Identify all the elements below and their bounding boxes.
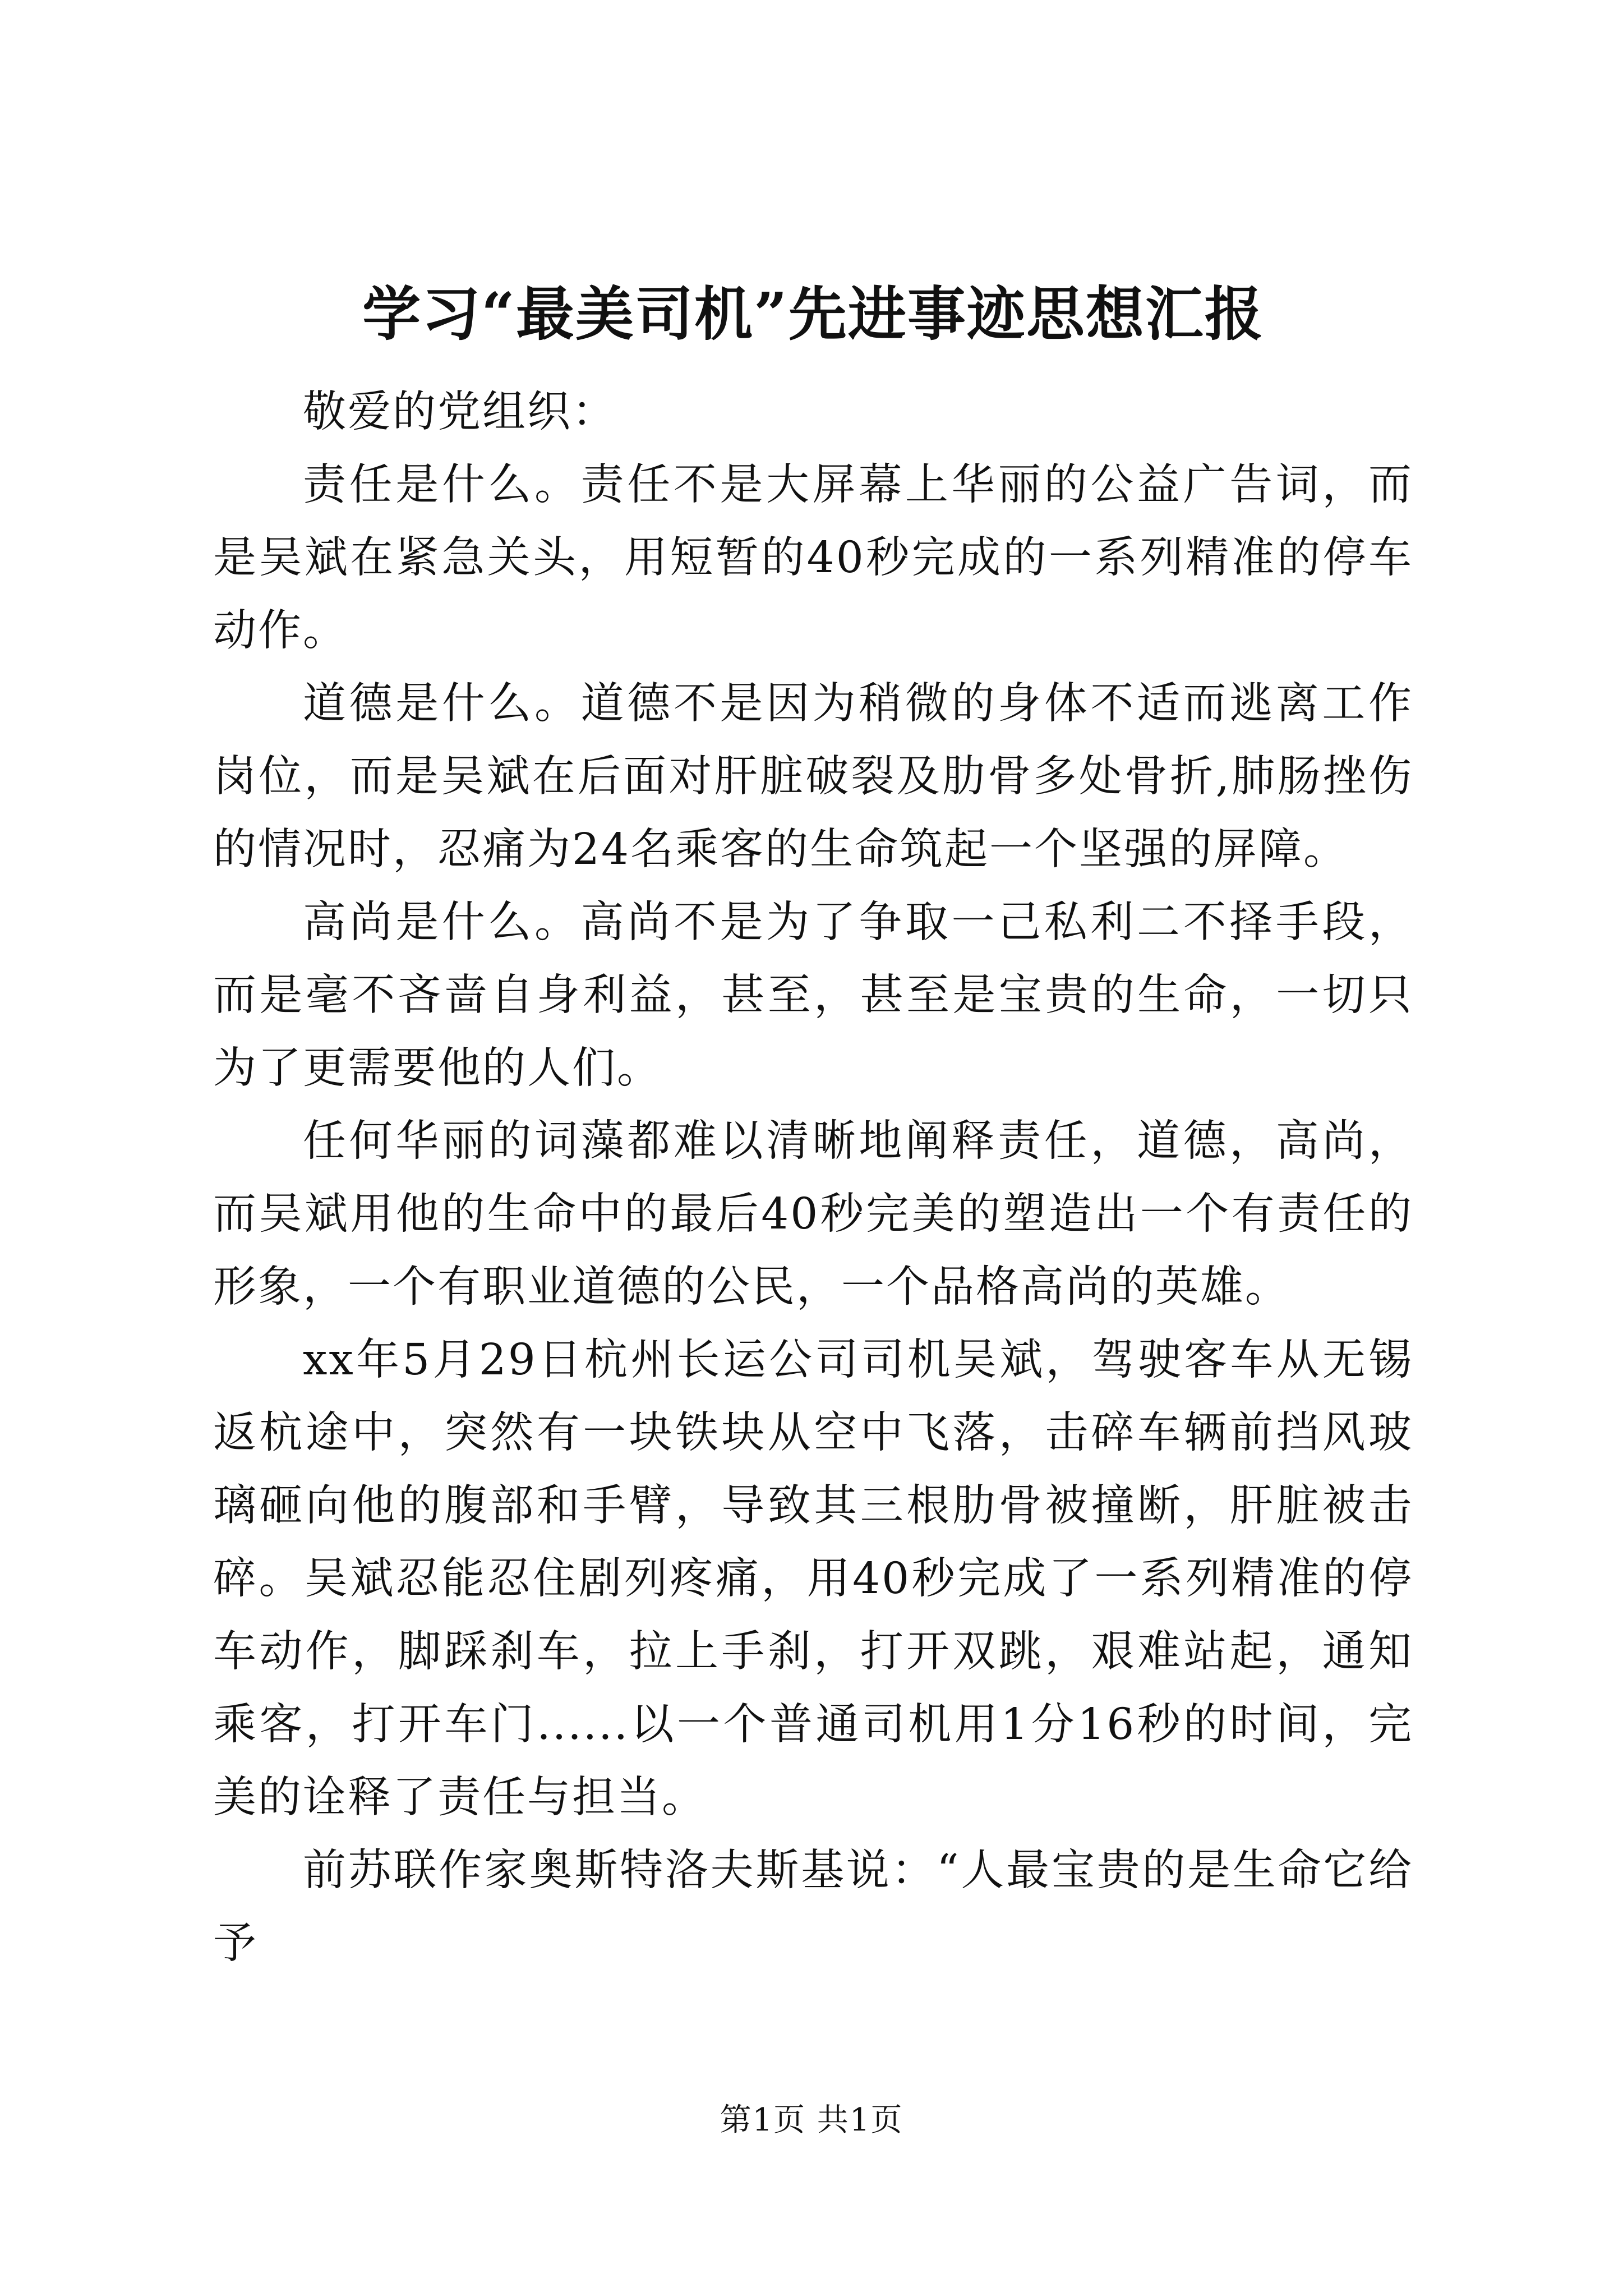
document-title: 学习“最美司机”先进事迹思想汇报	[362, 279, 1264, 348]
page-footer: 第1页 共1页	[720, 2102, 903, 2138]
paragraph-morality: 道德是什么。道德不是因为稍微的身体不适而逃离工作岗位，而是吴斌在后面对肝脏破裂及肋骨多处骨折,肺肠挫伤的情况时，忍痛为24名乘客的生命筑起一个坚强的屏障。	[213, 679, 1413, 875]
paragraph-responsibility: 责任是什么。责任不是大屏幕上华丽的公益广告词，而是吴斌在紧急关头，用短暂的40秒完成的一系列精准的停车动作。	[213, 460, 1413, 656]
paragraph-event: xx年5月29日杭州长运公司司机吴斌，驾驶客车从无锡返杭途中，突然有一块铁块从空中飞落，击碎车辆前挡风玻璃砸向他的腹部和手臂，导致其三根肋骨被撞断，肝脏被击碎。吴斌忍能忍住剧列疼痛，用40秒完成了一系列精准的停车动作，脚踩刹车，拉上手刹，打开双跳，艰难站起，通知乘客，打开车门......以一个普通司机用1分16秒的时间，完美的诠释了责任与担当。	[213, 1335, 1413, 1823]
paragraph-quote: 前苏联作家奥斯特洛夫斯基说：“人最宝贵的是生命它给予	[213, 1846, 1413, 1968]
paragraph-nobility: 高尚是什么。高尚不是为了争取一己私利二不择手段，而是毫不吝啬自身利益，甚至，甚至是宝贵的生命，一切只为了更需要他的人们。	[213, 898, 1413, 1093]
salutation: 敬爱的党组织：	[303, 387, 617, 437]
document-body	[213, 376, 1413, 1980]
paragraph-summary: 任何华丽的词藻都难以清晰地阐释责任，道德，高尚，而吴斌用他的生命中的最后40秒完美的塑造出一个有责任的形象，一个有职业道德的公民，一个品格高尚的英雄。	[213, 1116, 1413, 1312]
